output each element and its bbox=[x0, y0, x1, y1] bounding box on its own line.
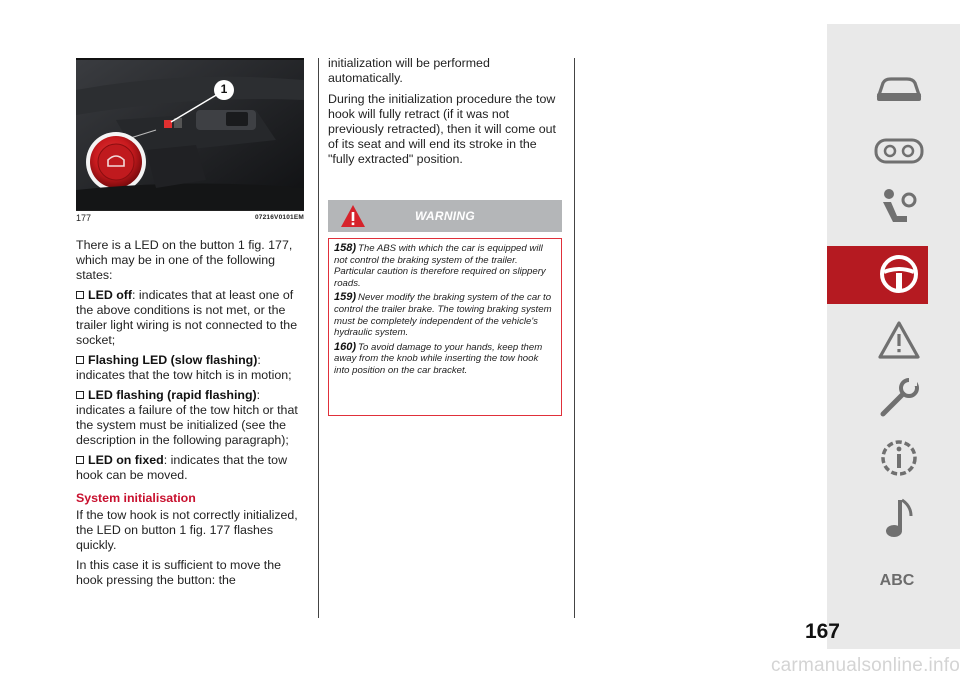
list-item-text: : indicates that the tow hook can be moved. bbox=[76, 453, 288, 482]
list-item-label: Flashing LED (slow flashing) bbox=[88, 353, 258, 367]
warning-text: To avoid damage to your hands, keep them away from the knob while inserting the tow hook into position on the car bracket. bbox=[334, 341, 543, 376]
gear-info-icon[interactable] bbox=[871, 434, 927, 482]
warning-number: 159) bbox=[334, 291, 357, 304]
page-number: 167 bbox=[804, 620, 840, 643]
list-item-label: LED off bbox=[88, 288, 133, 302]
list-item bbox=[76, 288, 308, 348]
intro-paragraph: There is a LED on the button 1 fig. 177, which may be in one of the following states: bbox=[76, 238, 293, 282]
paragraph: If the tow hook is not correctly initialized, the LED on button 1 fig. 177 flashes quickly. bbox=[76, 508, 298, 552]
warning-title: WARNING bbox=[414, 209, 476, 223]
figure-callout: 1 bbox=[220, 82, 228, 96]
steering-wheel-icon[interactable] bbox=[871, 250, 927, 298]
figure-number: 177 bbox=[76, 213, 92, 223]
figure-code: 07216V0101EM bbox=[254, 214, 304, 221]
list-item bbox=[76, 353, 308, 383]
checkbox-bullet-icon bbox=[76, 291, 84, 299]
checkbox-bullet-icon bbox=[76, 391, 84, 399]
list-item-text: : indicates that at least one of the above conditions is not met, or the trailer light wiring is not connected to the socket; bbox=[76, 288, 298, 347]
list-item bbox=[76, 388, 308, 448]
warning-number: 160) bbox=[334, 340, 357, 353]
column-middle bbox=[328, 56, 562, 173]
abc-index-label[interactable]: ABC bbox=[879, 572, 915, 589]
checkbox-bullet-icon bbox=[76, 456, 84, 464]
music-note-icon[interactable] bbox=[871, 494, 927, 542]
car-icon[interactable] bbox=[871, 66, 927, 114]
list-item-text: : indicates that the tow hitch is in motion; bbox=[76, 353, 292, 382]
watermark: carmanualsonline.info bbox=[770, 655, 960, 676]
list-item-label: LED flashing (rapid flashing) bbox=[88, 388, 257, 402]
warning-number: 158) bbox=[334, 242, 357, 254]
airbag-seat-icon[interactable] bbox=[871, 184, 927, 232]
dashboard-gauges-icon[interactable] bbox=[871, 128, 927, 176]
warning-text: Never modify the braking system of the car to control the trailer brake. The towing braking system must be completely independent of the vehicle's hydraulic system. bbox=[334, 292, 552, 339]
list-item-label: LED on fixed bbox=[88, 453, 164, 467]
warning-text: The ABS with which the car is equipped will not control the braking system of the trailer. Particular caution is therefore required on slippery roads. bbox=[334, 243, 546, 289]
wrench-icon[interactable] bbox=[871, 374, 927, 422]
figure-caption bbox=[76, 210, 304, 225]
warning-item bbox=[334, 243, 556, 289]
section-title: System initialisation bbox=[76, 491, 196, 505]
column-divider bbox=[318, 58, 319, 618]
paragraph: During the initialization procedure the tow hook will fully retract (if it was not previously retracted), then it will come out of its seat and will end its stroke in the "fully extracted" position. bbox=[328, 92, 556, 166]
list-item-text: : indicates a failure of the tow hitch or that the system must be initialized (see the description in the following paragraph); bbox=[76, 388, 298, 447]
warning-header bbox=[328, 200, 562, 232]
chapter-sidebar bbox=[827, 24, 960, 649]
paragraph: In this case it is sufficient to move the hook pressing the button: the bbox=[76, 558, 282, 587]
column-left bbox=[76, 238, 308, 593]
tow-hook-button-photo bbox=[76, 60, 304, 210]
warning-box bbox=[328, 238, 562, 416]
warning-triangle-icon[interactable] bbox=[871, 316, 927, 364]
checkbox-bullet-icon bbox=[76, 356, 84, 364]
column-divider bbox=[574, 58, 575, 618]
warning-item bbox=[334, 342, 556, 377]
warning-item bbox=[334, 292, 556, 338]
list-item bbox=[76, 453, 308, 483]
paragraph: initialization will be performed automatically. bbox=[328, 56, 490, 85]
figure-image bbox=[76, 58, 304, 210]
